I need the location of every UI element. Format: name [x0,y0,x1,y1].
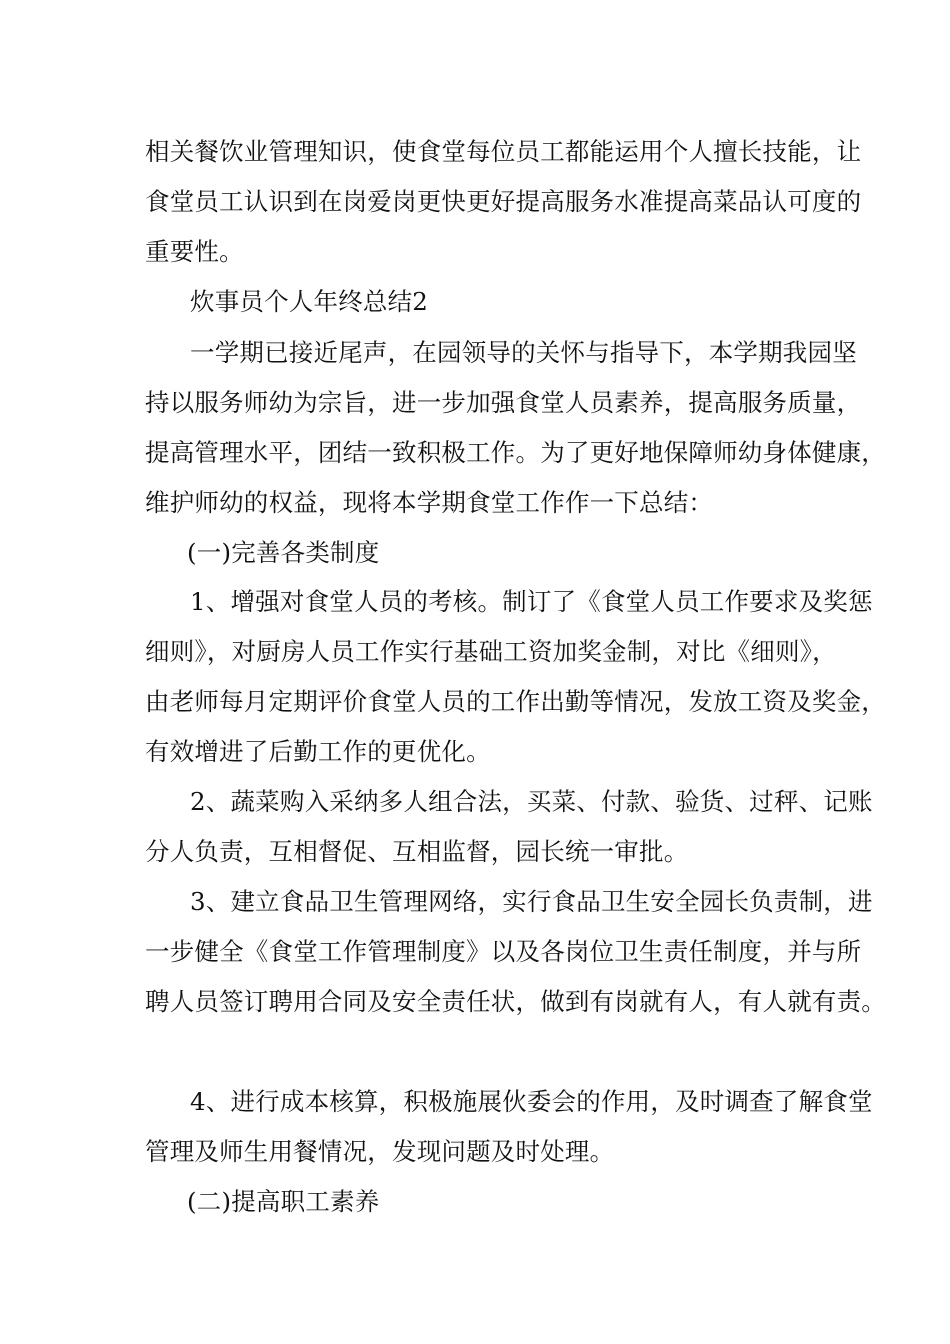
subsection-heading: (一)完善各类制度 [187,538,380,567]
paragraph-line: 聘人员签订聘用合同及安全责任状，做到有岗就有人，有人就有责。 [145,987,886,1016]
paragraph-line: 一步健全《食堂工作管理制度》以及各岗位卫生责任制度，并与所 [145,937,862,966]
section-heading: 炊事员个人年终总结2 [190,287,429,316]
paragraph-line: 有效增进了后勤工作的更优化。 [145,737,491,766]
paragraph-line: 2、蔬菜购入采纳多人组合法，买菜、付款、验货、过秤、记账 [190,787,873,816]
paragraph-line: 提高管理水平，团结一致积极工作。为了更好地保障师幼身体健康， [145,438,886,467]
paragraph-line: 1、增强对食堂人员的考核。制订了《食堂人员工作要求及奖惩 [190,587,873,616]
paragraph-line: 由老师每月定期评价食堂人员的工作出勤等情况，发放工资及奖金， [145,687,886,716]
paragraph-line: 食堂员工认识到在岗爱岗更快更好提高服务水准提高菜品认可度的 [145,187,862,216]
paragraph-line: 4、进行成本核算，积极施展伙委会的作用，及时调查了解食堂 [190,1087,873,1116]
paragraph-line: 重要性。 [145,237,244,266]
paragraph-line: 持以服务师幼为宗旨，进一步加强食堂人员素养，提高服务质量， [145,388,862,417]
subsection-heading: (二)提高职工素养 [187,1187,380,1216]
paragraph-line: 相关餐饮业管理知识，使食堂每位员工都能运用个人擅长技能，让 [145,137,862,166]
paragraph-line: 分人负责，互相督促、互相监督，园长统一审批。 [145,837,689,866]
paragraph-line: 一学期已接近尾声，在园领导的关怀与指导下，本学期我园坚 [190,338,857,367]
paragraph-line: 维护师幼的权益，现将本学期食堂工作作一下总结： [145,488,714,517]
paragraph-line: 管理及师生用餐情况，发现问题及时处理。 [145,1137,615,1166]
paragraph-line: 3、建立食品卫生管理网络，实行食品卫生安全园长负责制，进 [190,887,873,916]
paragraph-line: 细则》，对厨房人员工作实行基础工资加奖金制，对比《细则》， [145,637,837,666]
